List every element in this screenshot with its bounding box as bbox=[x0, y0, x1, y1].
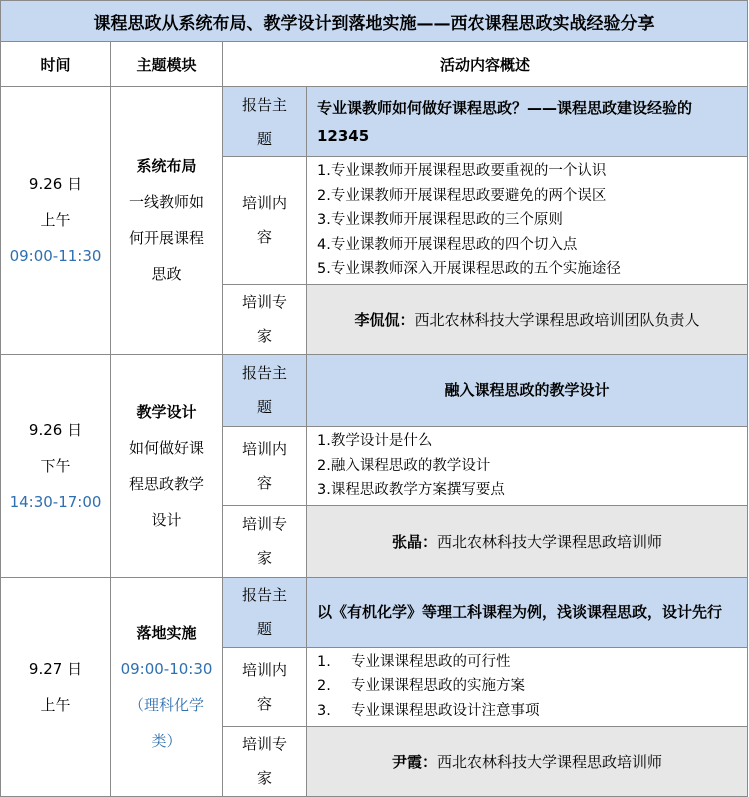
expert-name: 李侃侃： bbox=[354, 310, 415, 329]
module-time: 09:00-10:30 bbox=[120, 659, 213, 678]
module-title: 系统布局 bbox=[136, 157, 197, 176]
list-item: 2.融入课程思政的教学设计 bbox=[317, 457, 491, 474]
expert-org: 西北农林科技大学课程思政培训师 bbox=[437, 532, 663, 551]
list-item: 3. 专业课课程思政设计注意事项 bbox=[317, 702, 540, 719]
list-item: 1.专业课教师开展课程思政要重视的一个认识 bbox=[317, 163, 607, 179]
list-item: 2. 专业课课程思政的实施方案 bbox=[317, 678, 525, 695]
session-date: 9.27 日 bbox=[28, 659, 83, 678]
training-content bbox=[307, 647, 748, 726]
report-topic: 以《有机化学》等理工科课程为例，浅谈课程思政，设计先行 bbox=[307, 577, 748, 647]
report-label: 报告主 题 bbox=[223, 354, 307, 426]
module-desc-line: 程思政教学 bbox=[128, 474, 204, 493]
module-desc-line: 思政 bbox=[151, 265, 182, 284]
expert-label: 培训专 家 bbox=[223, 505, 307, 577]
session-1-time bbox=[1, 87, 111, 355]
report-topic: 专业课教师如何做好课程思政？——课程思政建设经验的12345 bbox=[307, 87, 748, 157]
session-period: 上午 bbox=[40, 211, 71, 230]
module-desc-line: 设计 bbox=[151, 510, 182, 529]
list-item: 3.课程思政教学方案撰写要点 bbox=[317, 482, 505, 499]
list-item: 1. 专业课课程思政的可行性 bbox=[317, 653, 511, 670]
training-expert bbox=[307, 726, 748, 796]
module-desc-line: 何开展课程 bbox=[128, 229, 204, 248]
session-time-range: 14:30-17:00 bbox=[9, 492, 102, 511]
session-time-range: 09:00-11:30 bbox=[9, 247, 102, 266]
session-period: 下午 bbox=[40, 456, 71, 475]
module-desc-line: （理科化学 bbox=[128, 695, 204, 714]
session-1-module bbox=[111, 87, 223, 355]
session-3-time bbox=[1, 577, 111, 796]
list-item: 5.专业课教师深入开展课程思政的五个实施途径 bbox=[317, 261, 621, 278]
module-title: 教学设计 bbox=[136, 402, 197, 421]
training-content bbox=[307, 157, 748, 285]
session-2-module bbox=[111, 354, 223, 577]
list-item: 4.专业课教师开展课程思政的四个切入点 bbox=[317, 236, 578, 253]
module-desc-line: 类） bbox=[151, 731, 182, 750]
report-topic: 融入课程思政的教学设计 bbox=[307, 354, 748, 426]
session-3-module bbox=[111, 577, 223, 796]
training-expert bbox=[307, 505, 748, 577]
expert-label: 培训专 家 bbox=[223, 726, 307, 796]
session-date: 9.26 日 bbox=[28, 175, 83, 194]
session-period: 上午 bbox=[40, 695, 71, 714]
list-item: 2.专业课教师开展课程思政要避免的两个误区 bbox=[317, 187, 607, 204]
module-desc-line: 一线教师如 bbox=[128, 193, 204, 212]
module-desc-line: 如何做好课 bbox=[128, 438, 204, 457]
expert-name: 张晶： bbox=[391, 532, 437, 551]
content-label: 培训内 容 bbox=[223, 157, 307, 285]
list-item: 1.教学设计是什么 bbox=[317, 432, 433, 449]
table-title: 课程思政从系统布局、教学设计到落地实施——西农课程思政实战经验分享 bbox=[1, 1, 748, 42]
session-2-time bbox=[1, 354, 111, 577]
content-label: 培训内 容 bbox=[223, 647, 307, 726]
list-item: 3.专业课教师开展课程思政的三个原则 bbox=[317, 212, 563, 229]
header-time: 时间 bbox=[1, 42, 111, 87]
expert-org: 西北农林科技大学课程思政培训师 bbox=[437, 752, 663, 771]
expert-label: 培训专 家 bbox=[223, 284, 307, 354]
training-content bbox=[307, 426, 748, 505]
header-overview: 活动内容概述 bbox=[223, 42, 748, 87]
report-label: 报告主 题 bbox=[223, 87, 307, 157]
module-title: 落地实施 bbox=[136, 623, 197, 642]
session-date: 9.26 日 bbox=[28, 420, 83, 439]
expert-name: 尹霞： bbox=[391, 752, 437, 771]
expert-org: 西北农林科技大学课程思政培训团队负责人 bbox=[414, 310, 700, 329]
training-expert bbox=[307, 284, 748, 354]
header-module: 主题模块 bbox=[111, 42, 223, 87]
report-label: 报告主 题 bbox=[223, 577, 307, 647]
content-label: 培训内 容 bbox=[223, 426, 307, 505]
